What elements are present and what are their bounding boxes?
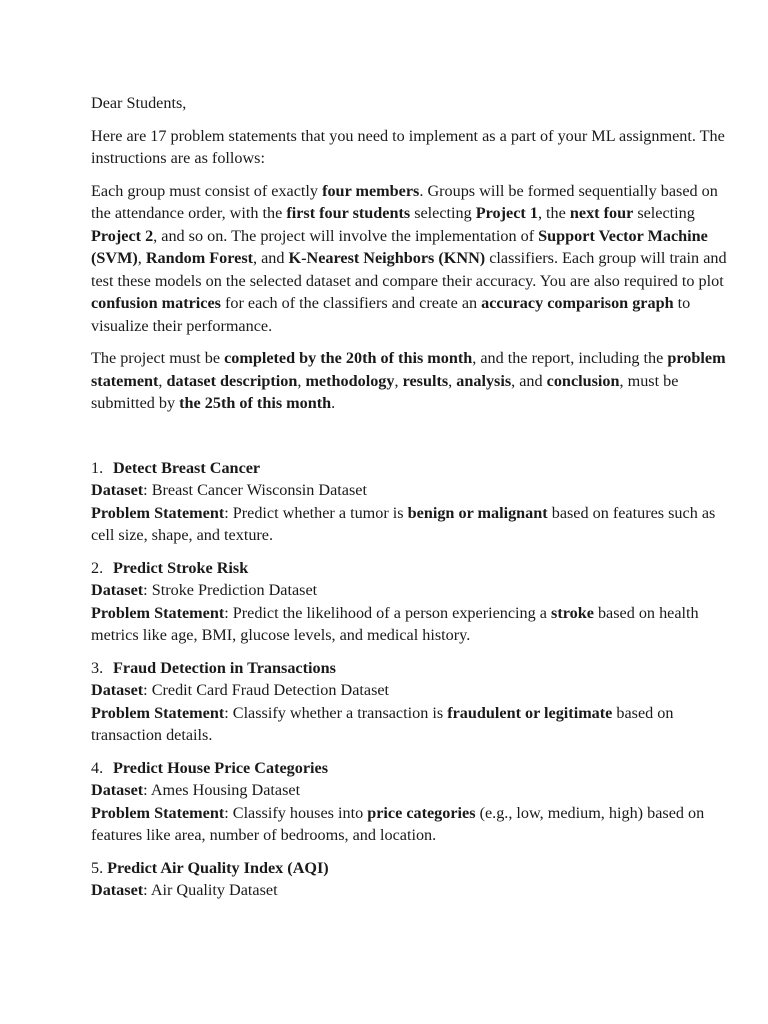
project-dataset: Dataset: Credit Card Fraud Detection Dataset [91, 681, 390, 699]
letter-body [91, 92, 731, 912]
project-item [91, 557, 731, 647]
project-heading [91, 657, 731, 680]
project-item [91, 857, 731, 902]
group-rules-paragraph: Each group must consist of exactly four members. Groups will be formed sequentially based on the attendance order, with the first four students selecting Project 1, the next four selecting Project 2, and so on. The project will involve the implementation of Support Vector Machine (SVM), Random Forest, and K-Nearest Neighbors (KNN) classifiers. Each group will train and test these models on the selected dataset and compare their accuracy. You are also required to plot confusion matrices for each of the classifiers and create an accuracy comparison graph to visualize their performance. [91, 181, 727, 335]
project-heading [91, 457, 731, 480]
project-title: Predict Stroke Risk [113, 558, 249, 577]
project-item [91, 757, 731, 847]
project-number: 2. [91, 558, 104, 577]
project-title: Detect Breast Cancer [113, 458, 261, 477]
project-dataset: Dataset: Air Quality Dataset [91, 881, 278, 899]
project-heading [91, 857, 731, 880]
project-number: 3. [91, 658, 104, 677]
project-dataset: Dataset: Breast Cancer Wisconsin Dataset [91, 481, 367, 499]
project-problem-statement: Problem Statement: Predict whether a tumor is benign or malignant based on features such as cell size, shape, and texture. [91, 503, 716, 544]
project-title: Predict House Price Categories [113, 758, 329, 777]
project-number: 4. [91, 758, 104, 777]
project-problem-statement: Problem Statement: Classify whether a transaction is fraudulent or legitimate based on transaction details. [91, 703, 674, 744]
project-list [91, 457, 731, 902]
project-dataset: Dataset: Stroke Prediction Dataset [91, 581, 318, 599]
deadline-paragraph: The project must be completed by the 20th of this month, and the report, including the problem statement, dataset description, methodology, results, analysis, and conclusion, must be submitted by the 25th of this month. [91, 349, 726, 412]
project-problem-statement: Problem Statement: Classify houses into price categories (e.g., low, medium, high) based on features like area, number of bedrooms, and location. [91, 803, 705, 844]
project-number: 1. [91, 458, 104, 477]
project-item [91, 657, 731, 747]
project-title: Fraud Detection in Transactions [113, 658, 336, 677]
project-heading [91, 557, 731, 580]
intro-paragraph: Here are 17 problem statements that you need to implement as a part of your ML assignment. The instructions are as follows: [91, 126, 725, 167]
project-problem-statement: Problem Statement: Predict the likelihood of a person experiencing a stroke based on health metrics like age, BMI, glucose levels, and medical history. [91, 603, 699, 644]
project-item [91, 457, 731, 547]
project-number: 5. [91, 858, 104, 877]
salutation: Dear Students, [91, 94, 187, 112]
project-heading [91, 757, 731, 780]
project-dataset: Dataset: Ames Housing Dataset [91, 781, 301, 799]
project-title: Predict Air Quality Index (AQI) [107, 858, 329, 877]
